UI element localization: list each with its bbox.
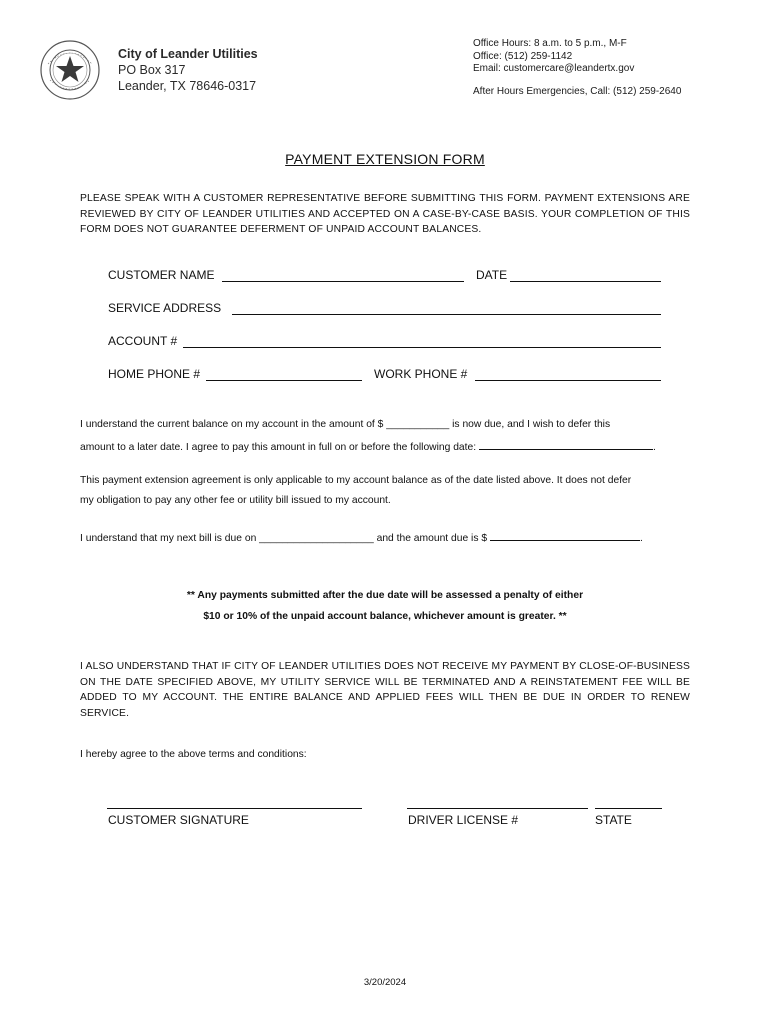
revision-date: 3/20/2024 <box>363 977 407 988</box>
office-hours: Office Hours: 8 a.m. to 5 p.m., M-F <box>473 38 627 49</box>
home-phone-field[interactable] <box>206 380 362 381</box>
org-address-line2: Leander, TX 78646-0317 <box>118 79 257 93</box>
service-address-field[interactable] <box>232 314 661 315</box>
home-phone-label: HOME PHONE # <box>108 367 201 381</box>
state-label: STATE <box>595 813 632 827</box>
intro-paragraph: PLEASE SPEAK WITH A CUSTOMER REPRESENTATIVE BEFORE SUBMITTING THIS FORM. PAYMENT EXTENSIONS ARE REVIEWED BY CITY OF LEANDER UTILITIES AND ACCEPTED ON A CASE-BY-CASE BASIS. YOUR COMPLETION OF THIS FORM DOES NOT GUARANTEE DEFERMENT OF UNPAID ACCOUNT BALANCES. <box>80 193 690 235</box>
service-address-label: SERVICE ADDRESS <box>108 301 222 315</box>
balance-amount-field[interactable]: ___________ <box>386 419 450 430</box>
customer-name-field[interactable] <box>222 281 464 282</box>
org-address-line1: PO Box 317 <box>118 63 186 77</box>
balance-text-a: I understand the current balance on my account in the amount of $ <box>80 419 384 430</box>
work-phone-label: WORK PHONE # <box>374 367 468 381</box>
form-title: PAYMENT EXTENSION FORM <box>285 151 485 167</box>
city-seal-logo <box>40 40 100 100</box>
extension-scope-line2: my obligation to pay any other fee or utility bill issued to my account. <box>80 495 391 506</box>
after-hours-phone: After Hours Emergencies, Call: (512) 259-2640 <box>473 85 682 97</box>
defer-date-text: amount to a later date. I agree to pay this amount in full on or before the following date: <box>80 442 477 453</box>
customer-signature-label: CUSTOMER SIGNATURE <box>108 813 249 827</box>
balance-statement-line1 <box>80 419 610 431</box>
date-label: DATE <box>476 268 508 282</box>
customer-name-label: CUSTOMER NAME <box>108 268 215 282</box>
office-phone: Office: (512) 259-1142 <box>473 50 573 62</box>
contact-block <box>473 38 681 98</box>
next-bill-statement <box>80 531 643 545</box>
balance-text-b: is now due, and I wish to defer this <box>452 419 611 430</box>
customer-signature-field[interactable] <box>107 808 362 809</box>
next-bill-date-field[interactable]: ____________________ <box>259 533 374 544</box>
next-bill-text-a: I understand that my next bill is due on <box>80 533 257 544</box>
driver-license-label: DRIVER LICENSE # <box>408 813 519 827</box>
contact-email: Email: customercare@leandertx.gov <box>473 63 635 74</box>
defer-date-period: . <box>652 442 656 453</box>
next-bill-text-b: and the amount due is $ <box>376 533 488 544</box>
consent-statement: I hereby agree to the above terms and conditions: <box>80 749 307 760</box>
state-field[interactable] <box>595 808 662 809</box>
next-bill-amount-field[interactable] <box>490 531 640 541</box>
extension-scope-line1: This payment extension agreement is only applicable to my account balance as of the date listed above. It does not defer <box>80 475 632 486</box>
penalty-notice-line2: $10 or 10% of the unpaid account balance, whichever amount is greater. ** <box>203 611 567 622</box>
org-name: City of Leander Utilities <box>118 47 258 61</box>
account-field[interactable] <box>183 347 661 348</box>
work-phone-field[interactable] <box>475 380 661 381</box>
account-label: ACCOUNT # <box>108 334 178 348</box>
organization-block <box>118 46 258 94</box>
defer-date-field[interactable] <box>479 440 653 450</box>
next-bill-period: . <box>639 533 643 544</box>
date-field[interactable] <box>510 281 661 282</box>
balance-statement-line2 <box>80 440 656 454</box>
driver-license-field[interactable] <box>407 808 588 809</box>
termination-paragraph: I ALSO UNDERSTAND THAT IF CITY OF LEANDER UTILITIES DOES NOT RECEIVE MY PAYMENT BY CLOSE-OF-BUSINESS ON THE DATE SPECIFIED ABOVE, MY UTILITY SERVICE WILL BE TERMINATED AND A REINSTATEMENT FEE WILL BE ADDED TO MY ACCOUNT. THE ENTIRE BALANCE AND APPLIED FEES WILL THEN BE DUE IN ORDER TO RENEW SERVICE. <box>80 661 690 719</box>
penalty-notice-line1: ** Any payments submitted after the due date will be assessed a penalty of either <box>186 590 584 601</box>
